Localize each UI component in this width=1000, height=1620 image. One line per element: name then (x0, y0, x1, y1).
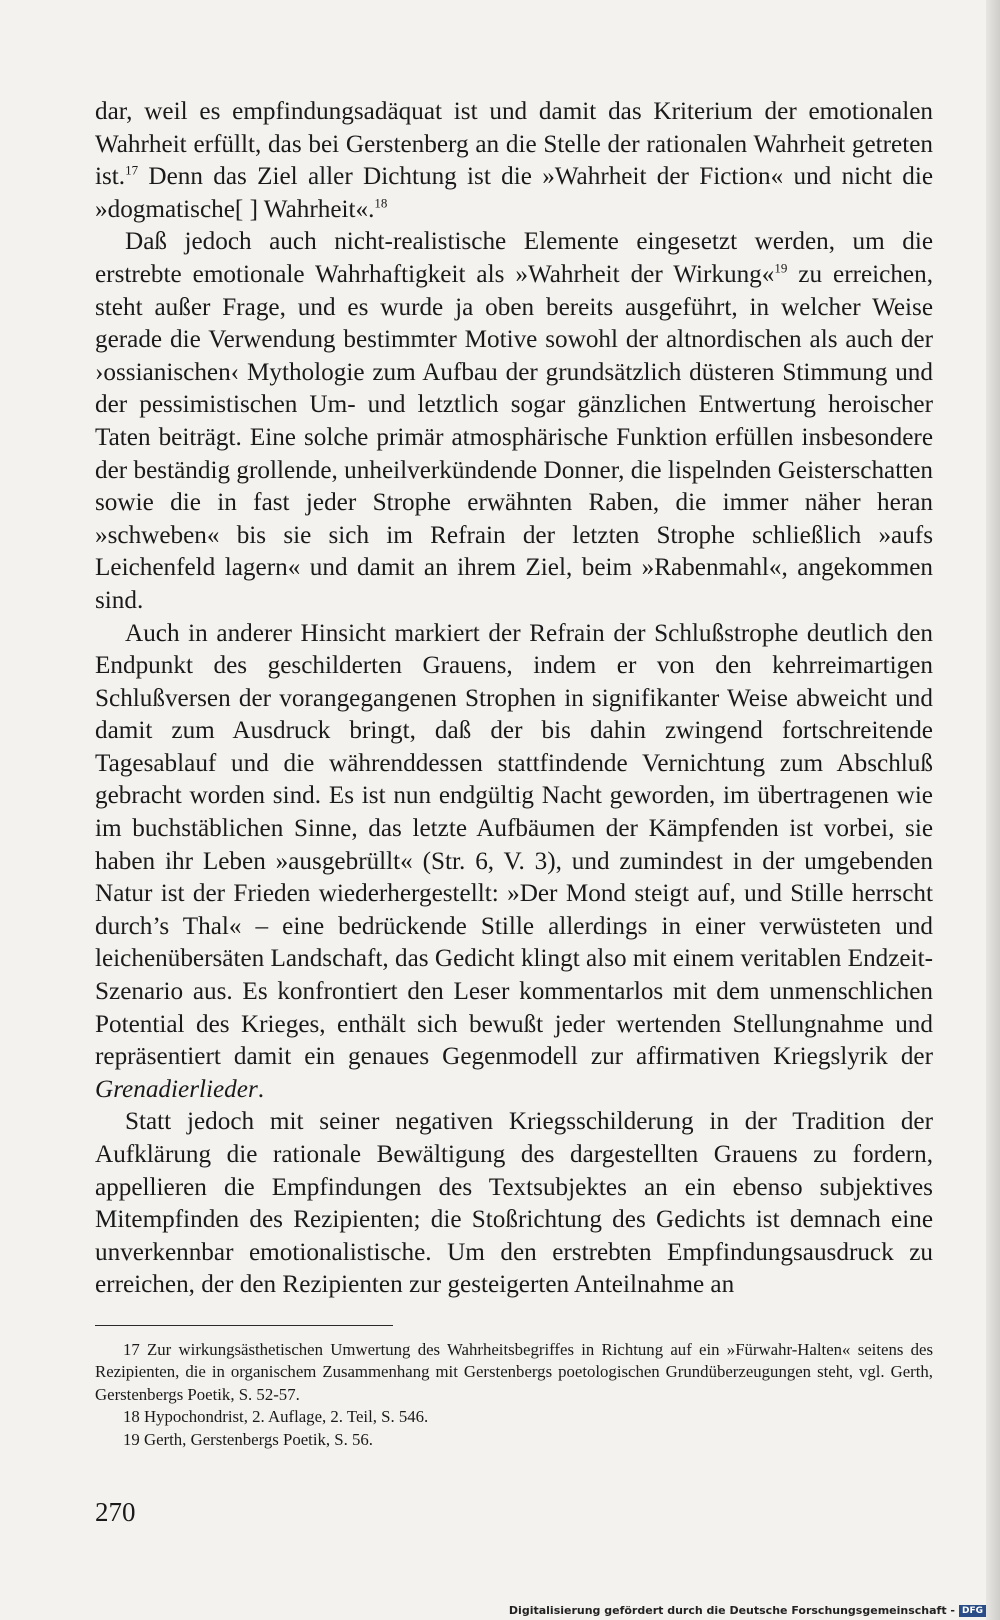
footnote: 18 Hypochondrist, 2. Auflage, 2. Teil, S. 546. (123, 1407, 429, 1427)
footnote-ref: 17 (125, 162, 139, 178)
body-paragraph (95, 96, 933, 226)
credit-text: Digitalisierung gefördert durch die Deutsche Forschungsgemeinschaft - (508, 1604, 955, 1617)
text-run: zu erreichen, steht außer Frage, und es wurde ja oben bereits ausgeführt, in welcher Weise gerade die Verwendung bestimmter Motive sowohl der altnordischen als auch der ›ossianischen‹ Mythologie zum Aufbau der grundsätzlich düsteren Stimmung und der pessimistischen Um- und letztlich sogar gänzlichen Entwertung heroischer Taten beiträgt. Eine solche primär atmosphärische Funktion erfüllen insbesondere der beständig grollende, unheilverkündende Donner, die lispelnden Geisterschatten sowie die in fast jeder Strophe erwähnten Raben, die immer näher heran »schweben« bis sie sich im Refrain der letzten Strophe schließlich »aufs Leichenfeld lagern« und damit an ihrem Ziel, beim »Rabenmahl«, angekommen sind. (95, 260, 934, 614)
footnote-ref: 18 (374, 195, 388, 211)
page-edge-shadow (986, 0, 1000, 1620)
body-paragraph (95, 618, 933, 1107)
body-text (95, 96, 933, 1302)
footnote: 17 Zur wirkungsästhetischen Umwertung des Wahrheitsbegriffes in Richtung auf ein »Fürwahr-Halten« seitens des Rezipienten, die in organischem Zusammenhang mit Gerstenbergs poetologischen Grundüberzeugungen steht, vgl. Gerth, Gerstenbergs Poetik, S. 52-57. (95, 1340, 933, 1404)
text-run: Statt jedoch mit seiner negativen Kriegsschilderung in der Tradition der Aufklärung die rationale Bewältigung des dargestellten Grauens zu fordern, appellieren die Empfindungen des Textsubjektes an ein ebenso subjektives Mitempfinden des Rezipienten; die Stoßrichtung des Gedichts ist demnach eine unverkennbar emotionalistische. Um den erstrebten Empfindungsausdruck zu erreichen, der den Rezipienten zur gesteigerten Anteilnahme an (95, 1108, 933, 1299)
body-paragraph (95, 1106, 933, 1302)
digitization-credit (509, 1604, 986, 1617)
footnote-ref: 19 (774, 260, 788, 276)
text-run: Denn das Ziel aller Dichtung ist die »Wahrheit der Fiction« und nicht die »dogmatische[ ] Wahrheit«. (95, 163, 933, 223)
dfg-logo: DFG (959, 1605, 986, 1617)
body-paragraph (95, 226, 933, 617)
footnote-rule (95, 1325, 393, 1326)
text-run: Daß jedoch auch nicht-realistische Elemente eingesetzt werden, um die erstrebte emotionale Wahrhaftigkeit als »Wahrheit der Wirkung« (95, 228, 933, 288)
text-run: . (257, 1075, 265, 1103)
italic-title: Grenadierlieder (95, 1075, 258, 1103)
footnote: 19 Gerth, Gerstenbergs Poetik, S. 56. (123, 1429, 373, 1449)
footnotes (95, 1339, 933, 1451)
text-run: Auch in anderer Hinsicht markiert der Refrain der Schlußstrophe deutlich den Endpunkt des geschilderten Grauens, indem er von den kehrreimartigen Schlußversen der vorangegangenen Strophen in signifikanter Weise abweicht und damit zum Ausdruck bringt, daß der bis dahin zwingend fortschreitende Tagesablauf und die währenddessen stattfindende Vernichtung zum Abschluß gebracht worden sind. Es ist nun endgültig Nacht geworden, im übertragenen wie im buchstäblichen Sinne, das letzte Aufbäumen der Kämpfenden ist vorbei, sie haben ihr Leben »ausgebrüllt« (Str. 6, V. 3), und zumindest in der umgebenden Natur ist der Frieden wiederhergestellt: »Der Mond steigt auf, und Stille herrscht durch’s Thal« – eine bedrückende Stille allerdings in einer verwüsteten und leichenübersäten Landschaft, das Gedicht klingt also mit einem veritablen Endzeit-Szenario aus. Es konfrontiert den Leser kommentarlos mit dem unmenschlichen Potential des Krieges, enthält sich bewußt jeder wertenden Stellungnahme und repräsentiert damit ein genaues Gegenmodell zur affirmativen Kriegslyrik der (95, 619, 933, 1071)
page-number: 270 (95, 1497, 136, 1527)
text-run: dar, weil es empfindungsadäquat ist und damit das Kriterium der emotionalen Wahrheit erfüllt, das bei Gerstenberg an die Stelle der rationalen Wahrheit getreten ist. (95, 98, 933, 191)
